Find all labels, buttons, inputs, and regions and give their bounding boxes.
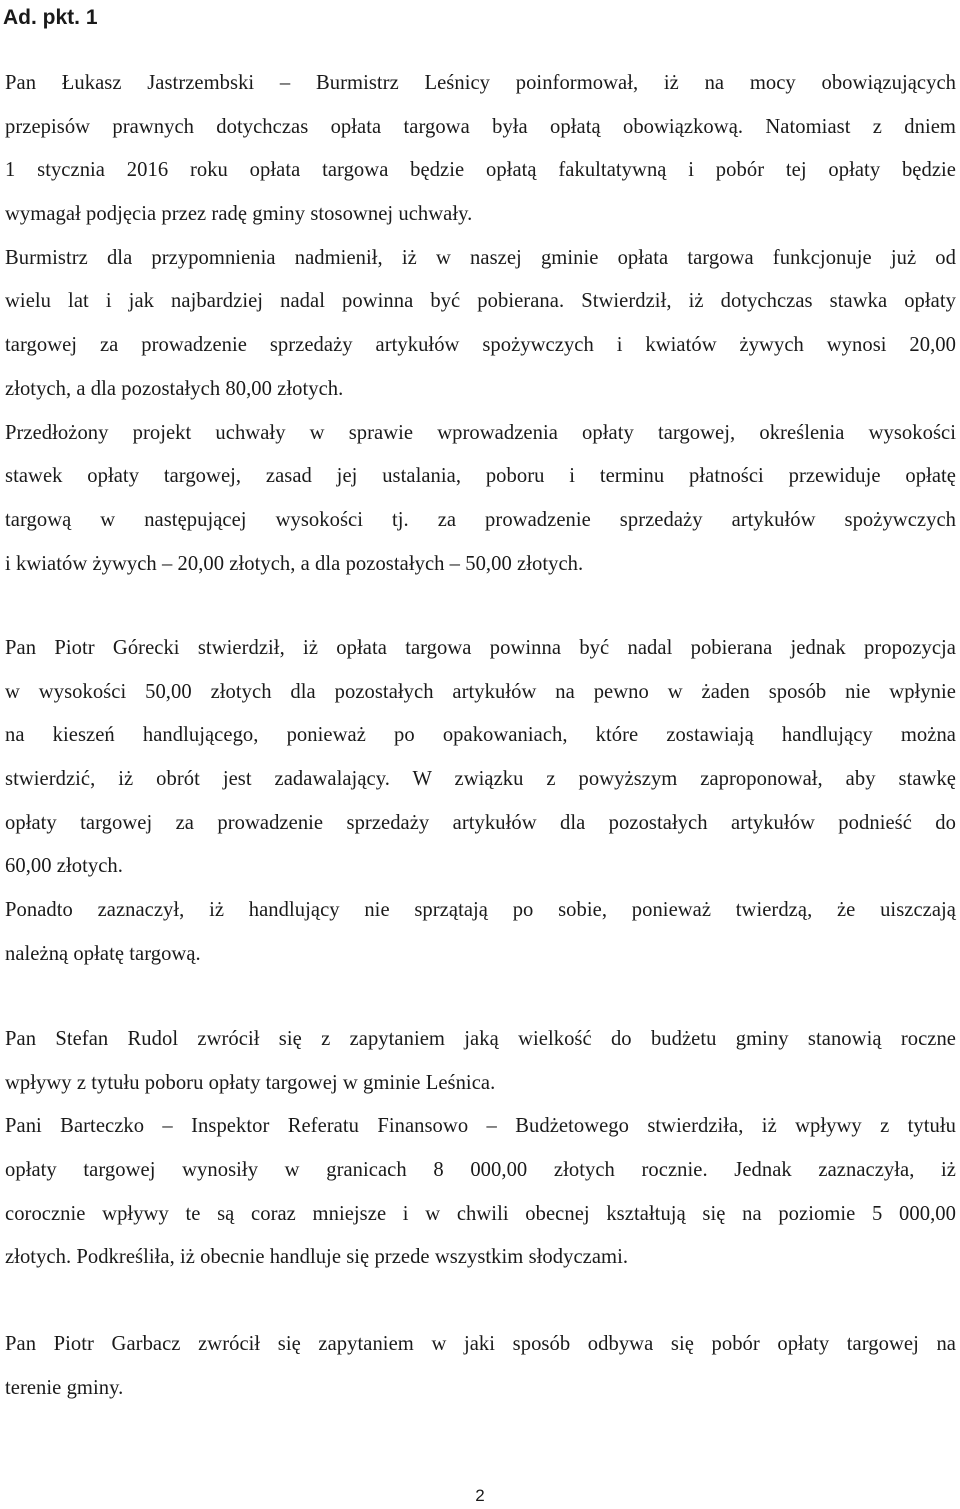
text-line: opłaty targowej wynosiły w granicach 8 000,00 złotych rocznie. Jednak zaznaczyła, iż	[5, 1159, 956, 1182]
text-line: wielu lat i jak najbardziej nadal powinna być pobierana. Stwierdził, iż dotychczas stawka opłaty	[5, 290, 956, 313]
paragraph-rudol-barteczko	[5, 1018, 956, 1280]
text-line: w wysokości 50,00 złotych dla pozostałych artykułów na pewno w żaden sposób nie wpłynie	[5, 680, 956, 703]
text-line: targową w następującej wysokości tj. za prowadzenie sprzedaży artykułów spożywczych	[5, 508, 956, 531]
text-line: na kieszeń handlującego, ponieważ po opakowaniach, które zostawiają handlujący można	[5, 724, 956, 747]
text-line: 60,00 złotych.	[5, 855, 123, 878]
text-line: Przedłożony projekt uchwały w sprawie wprowadzenia opłaty targowej, określenia wysokości	[5, 421, 956, 444]
text-line: należną opłatę targową.	[5, 942, 201, 965]
text-line: corocznie wpływy te są coraz mniejsze i w chwili obecnej kształtują się na poziomie 5 000,00	[5, 1202, 956, 1225]
text-line: terenie gminy.	[5, 1376, 124, 1399]
text-line: wymagał podjęcia przez radę gminy stosownej uchwały.	[5, 203, 473, 226]
text-line: Ponadto zaznaczył, iż handlujący nie sprzątają po sobie, ponieważ twierdzą, że uiszczają	[5, 899, 956, 922]
text-line: Pani Barteczko – Inspektor Referatu Finansowo – Budżetowego stwierdziła, iż wpływy z tytułu	[5, 1115, 956, 1138]
text-line: złotych, a dla pozostałych 80,00 złotych.	[5, 377, 344, 400]
paragraph-gorecki	[5, 627, 956, 977]
page-number: 2	[475, 1486, 485, 1505]
text-line: stwierdzić, iż obrót jest zadawalający. W związku z powyższym zaproponował, aby stawkę	[5, 768, 956, 791]
text-line: Pan Stefan Rudol zwrócił się z zapytaniem jaką wielkość do budżetu gminy stanowią roczne	[5, 1028, 956, 1050]
text-line: stawek opłaty targowej, zasad jej ustalania, poboru i terminu płatności przewiduje opłatę	[5, 465, 956, 488]
text-line: Pan Łukasz Jastrzembski – Burmistrz Leśnicy poinformował, iż na mocy obowiązujących	[5, 72, 956, 94]
text-line: Burmistrz dla przypomnienia nadmienił, iż w naszej gminie opłata targowa funkcjonuje już od	[5, 246, 956, 269]
text-line: Pan Piotr Garbacz zwrócił się zapytaniem w jaki sposób odbywa się pobór opłaty targowej na	[5, 1333, 956, 1355]
text-line: targowej za prowadzenie sprzedaży artykułów spożywczych i kwiatów żywych wynosi 20,00	[5, 334, 956, 357]
text-line: przepisów prawnych dotychczas opłata targowa była opłatą obowiązkową. Natomiast z dniem	[5, 115, 956, 138]
paragraph-burmistrz	[5, 62, 956, 586]
section-heading: Ad. pkt. 1	[3, 6, 98, 29]
text-line: wpływy z tytułu poboru opłaty targowej w gminie Leśnica.	[5, 1071, 496, 1094]
text-line: opłaty targowej za prowadzenie sprzedaży artykułów dla pozostałych artykułów podnieść do	[5, 811, 956, 834]
text-line: Pan Piotr Górecki stwierdził, iż opłata targowa powinna być nadal pobierana jednak propozycja	[5, 637, 956, 659]
text-line: złotych. Podkreśliła, iż obecnie handluje się przede wszystkim słodyczami.	[5, 1246, 629, 1269]
text-line: i kwiatów żywych – 20,00 złotych, a dla pozostałych – 50,00 złotych.	[5, 552, 584, 575]
paragraph-garbacz	[5, 1323, 956, 1410]
text-line: 1 stycznia 2016 roku opłata targowa będzie opłatą fakultatywną i pobór tej opłaty będzie	[5, 159, 956, 182]
